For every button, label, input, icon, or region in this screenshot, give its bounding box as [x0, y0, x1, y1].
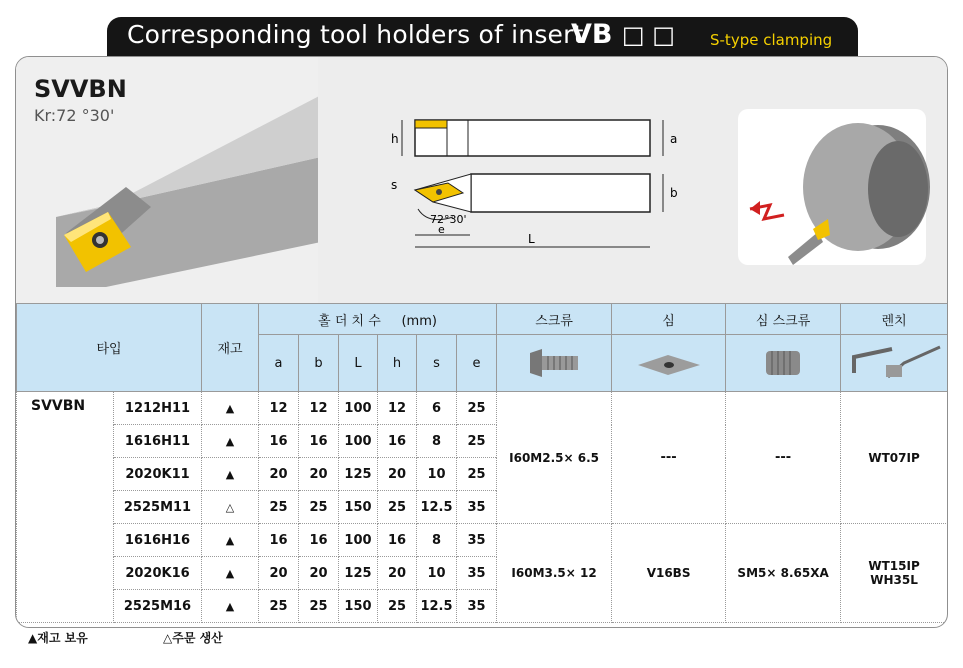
holder-photo	[16, 57, 318, 303]
cell-s: 12.5	[417, 590, 457, 623]
type-header: 타입	[17, 304, 202, 392]
svg-text:a: a	[670, 132, 678, 146]
cell-a: 16	[259, 425, 299, 458]
col-a: a	[259, 335, 299, 392]
cell-a: 25	[259, 590, 299, 623]
screw-icon	[524, 343, 584, 383]
dimensions-header: 홀 더 치 수 (mm)	[259, 304, 497, 335]
screw-image	[497, 335, 612, 392]
cell-e: 35	[457, 524, 497, 557]
cell-s: 8	[417, 524, 457, 557]
cell-b: 25	[299, 590, 339, 623]
cell-h: 20	[378, 557, 417, 590]
col-b: b	[299, 335, 339, 392]
page-title: Corresponding tool holders of insert	[127, 20, 584, 49]
row-stock: ▲	[202, 590, 259, 623]
cell-L: 150	[339, 590, 378, 623]
col-e: e	[457, 335, 497, 392]
wrench-image	[841, 335, 948, 392]
group1-shim: ---	[612, 392, 726, 524]
row-code: 2020K11	[114, 458, 202, 491]
cell-e: 35	[457, 557, 497, 590]
row-code: 2525M16	[114, 590, 202, 623]
row-stock: ▲	[202, 392, 259, 425]
table-row	[17, 392, 948, 425]
product-panel	[15, 56, 948, 628]
technical-drawing-area	[318, 57, 947, 303]
svg-text:s: s	[391, 178, 398, 192]
table-row	[17, 524, 948, 557]
col-L: L	[339, 335, 378, 392]
approach-angle: Kr:72 °30'	[34, 106, 115, 125]
row-code: 2020K16	[114, 557, 202, 590]
cell-h: 25	[378, 590, 417, 623]
cell-a: 12	[259, 392, 299, 425]
row-stock: ▲	[202, 458, 259, 491]
model-name: SVVBN	[34, 75, 127, 103]
cell-a: 16	[259, 524, 299, 557]
shim-image	[612, 335, 726, 392]
row-code: 1616H16	[114, 524, 202, 557]
cell-h: 16	[378, 524, 417, 557]
cell-b: 12	[299, 392, 339, 425]
cell-e: 35	[457, 590, 497, 623]
wrench-header: 렌치	[841, 304, 948, 335]
row-code: 1616H11	[114, 425, 202, 458]
cell-L: 100	[339, 392, 378, 425]
cell-b: 20	[299, 557, 339, 590]
shim-icon	[634, 343, 704, 383]
series-name: SVVBN	[17, 392, 114, 623]
row-code: 2525M11	[114, 491, 202, 524]
group1-wrench: WT07IP	[841, 392, 948, 524]
stock-header: 재고	[202, 304, 259, 392]
row-stock: ▲	[202, 557, 259, 590]
cell-e: 35	[457, 491, 497, 524]
cell-L: 100	[339, 425, 378, 458]
cell-s: 12.5	[417, 491, 457, 524]
legend-in-stock: ▲재고 보유	[28, 631, 88, 645]
row-stock: △	[202, 491, 259, 524]
cell-a: 25	[259, 491, 299, 524]
svg-text:h: h	[391, 132, 399, 146]
cell-L: 150	[339, 491, 378, 524]
clamping-type: S-type clamping	[710, 31, 833, 49]
group2-shim: V16BS	[612, 524, 726, 623]
svg-text:L: L	[528, 232, 535, 246]
cell-L: 125	[339, 458, 378, 491]
svg-text:b: b	[670, 186, 678, 200]
shim-header: 심	[612, 304, 726, 335]
group2-screw: I60M3.5× 12	[497, 524, 612, 623]
cell-e: 25	[457, 458, 497, 491]
cell-s: 10	[417, 458, 457, 491]
cell-L: 125	[339, 557, 378, 590]
group2-shim-screw: SM5× 8.65XA	[726, 524, 841, 623]
cell-h: 16	[378, 425, 417, 458]
group1-screw: I60M2.5× 6.5	[497, 392, 612, 524]
cell-s: 6	[417, 392, 457, 425]
cell-L: 100	[339, 524, 378, 557]
cell-b: 16	[299, 524, 339, 557]
group1-shim-screw: ---	[726, 392, 841, 524]
legend-made-to-order: △주문 생산	[163, 631, 223, 645]
cell-s: 10	[417, 557, 457, 590]
row-stock: ▲	[202, 524, 259, 557]
cell-s: 8	[417, 425, 457, 458]
shim-screw-image	[726, 335, 841, 392]
tool-holder-illustration	[16, 57, 318, 303]
technical-drawing	[318, 57, 947, 303]
cell-e: 25	[457, 392, 497, 425]
cell-b: 20	[299, 458, 339, 491]
cell-h: 12	[378, 392, 417, 425]
svg-text:72°30': 72°30'	[430, 213, 467, 226]
shim-screw-icon	[758, 343, 808, 383]
cell-e: 25	[457, 425, 497, 458]
screw-header: 스크류	[497, 304, 612, 335]
cell-h: 20	[378, 458, 417, 491]
row-stock: ▲	[202, 425, 259, 458]
shim-screw-header: 심 스크류	[726, 304, 841, 335]
cell-h: 25	[378, 491, 417, 524]
col-s: s	[417, 335, 457, 392]
insert-code: VB □ □	[571, 19, 675, 50]
col-h: h	[378, 335, 417, 392]
cell-a: 20	[259, 458, 299, 491]
cell-b: 16	[299, 425, 339, 458]
group2-wrench: WT15IP WH35L	[841, 524, 948, 623]
wrench-icon	[844, 343, 944, 383]
spec-table	[16, 303, 948, 623]
cell-b: 25	[299, 491, 339, 524]
cell-a: 20	[259, 557, 299, 590]
title-bar	[107, 17, 858, 57]
svg-text:e: e	[438, 223, 445, 236]
row-code: 1212H11	[114, 392, 202, 425]
